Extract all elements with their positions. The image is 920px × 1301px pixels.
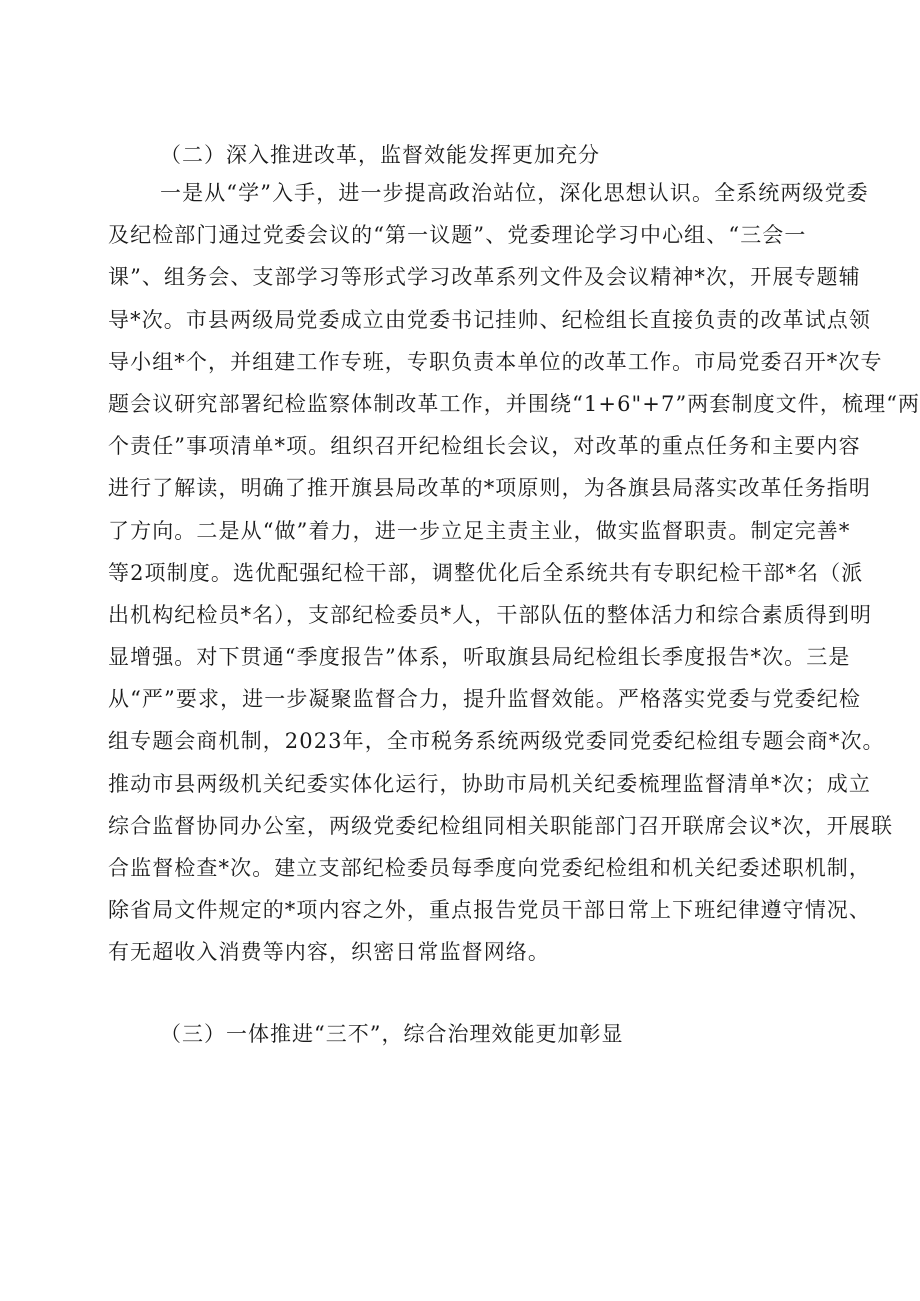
section-heading-3: （三）一体推进“三不”，综合治理效能更加彰显: [160, 1022, 624, 1046]
paragraph-line: 了方向。二是从“做”着力，进一步立足主责主业，做实监督职责。制定完善*: [108, 518, 851, 543]
paragraph-line: 题会议研究部署纪检监察体制改革工作，并围绕“1+6"+7”两套制度文件，梳理“两: [108, 391, 920, 416]
paragraph-line: 及纪检部门通过党委会议的“第一议题”、党委理论学习中心组、“三会一: [108, 223, 807, 248]
paragraph-line: 组专题会商机制，2023年，全市税务系统两级党委同党委纪检组专题会商*次。: [108, 729, 885, 754]
paragraph-line: 从“严”要求，进一步凝聚监督合力，提升监督效能。严格落实党委与党委纪检: [108, 687, 861, 712]
section-heading-2: （二）深入推进改革，监督效能发挥更加充分: [160, 143, 600, 167]
paragraph-line: 等2项制度。选优配强纪检干部，调整优化后全系统共有专职纪检干部*名（派: [108, 560, 864, 585]
paragraph-line: 课”、组务会、支部学习等形式学习改革系列文件及会议精神*次，开展专题辅: [108, 265, 861, 290]
paragraph-line: 出机构纪检员*名），支部纪检委员*人，干部队伍的整体活力和综合素质得到明: [108, 602, 873, 627]
paragraph-line: 合监督检查*次。建立支部纪检委员每季度向党委纪检组和机关纪委述职机制，: [108, 856, 871, 880]
paragraph-line: 个责任”事项清单*项。组织召开纪检组长会议，对改革的重点任务和主要内容: [108, 434, 861, 459]
paragraph-line: 进行了解读，明确了推开旗县局改革的*项原则，为各旗县局落实改革任务指明: [108, 476, 871, 501]
paragraph-line: 导小组*个，并组建工作专班，专职负责本单位的改革工作。市局党委召开*次专: [108, 349, 883, 374]
paragraph-line: 除省局文件规定的*项内容之外，重点报告党员干部日常上下班纪律遵守情况、: [108, 898, 871, 923]
paragraph-line: 推动市县两级机关纪委实体化运行，协助市局机关纪委梳理监督清单*次；成立: [108, 771, 871, 796]
paragraph-line: 一是从“学”入手，进一步提高政治站位，深化思想认识。全系统两级党委: [160, 181, 869, 205]
paragraph-line: 导*次。市县两级局党委成立由党委书记挂帅、纪检组长直接负责的改革试点领: [108, 307, 871, 332]
paragraph-line: 有无超收入消费等内容，织密日常监督网络。: [108, 940, 550, 965]
paragraph-line: 显增强。对下贯通“季度报告”体系，听取旗县局纪检组长季度报告*次。三是: [108, 645, 851, 670]
paragraph-body: [108, 172, 920, 974]
paragraph-line: 综合监督协同办公室，两级党委纪检组同相关职能部门召开联席会议*次，开展联: [108, 813, 894, 838]
